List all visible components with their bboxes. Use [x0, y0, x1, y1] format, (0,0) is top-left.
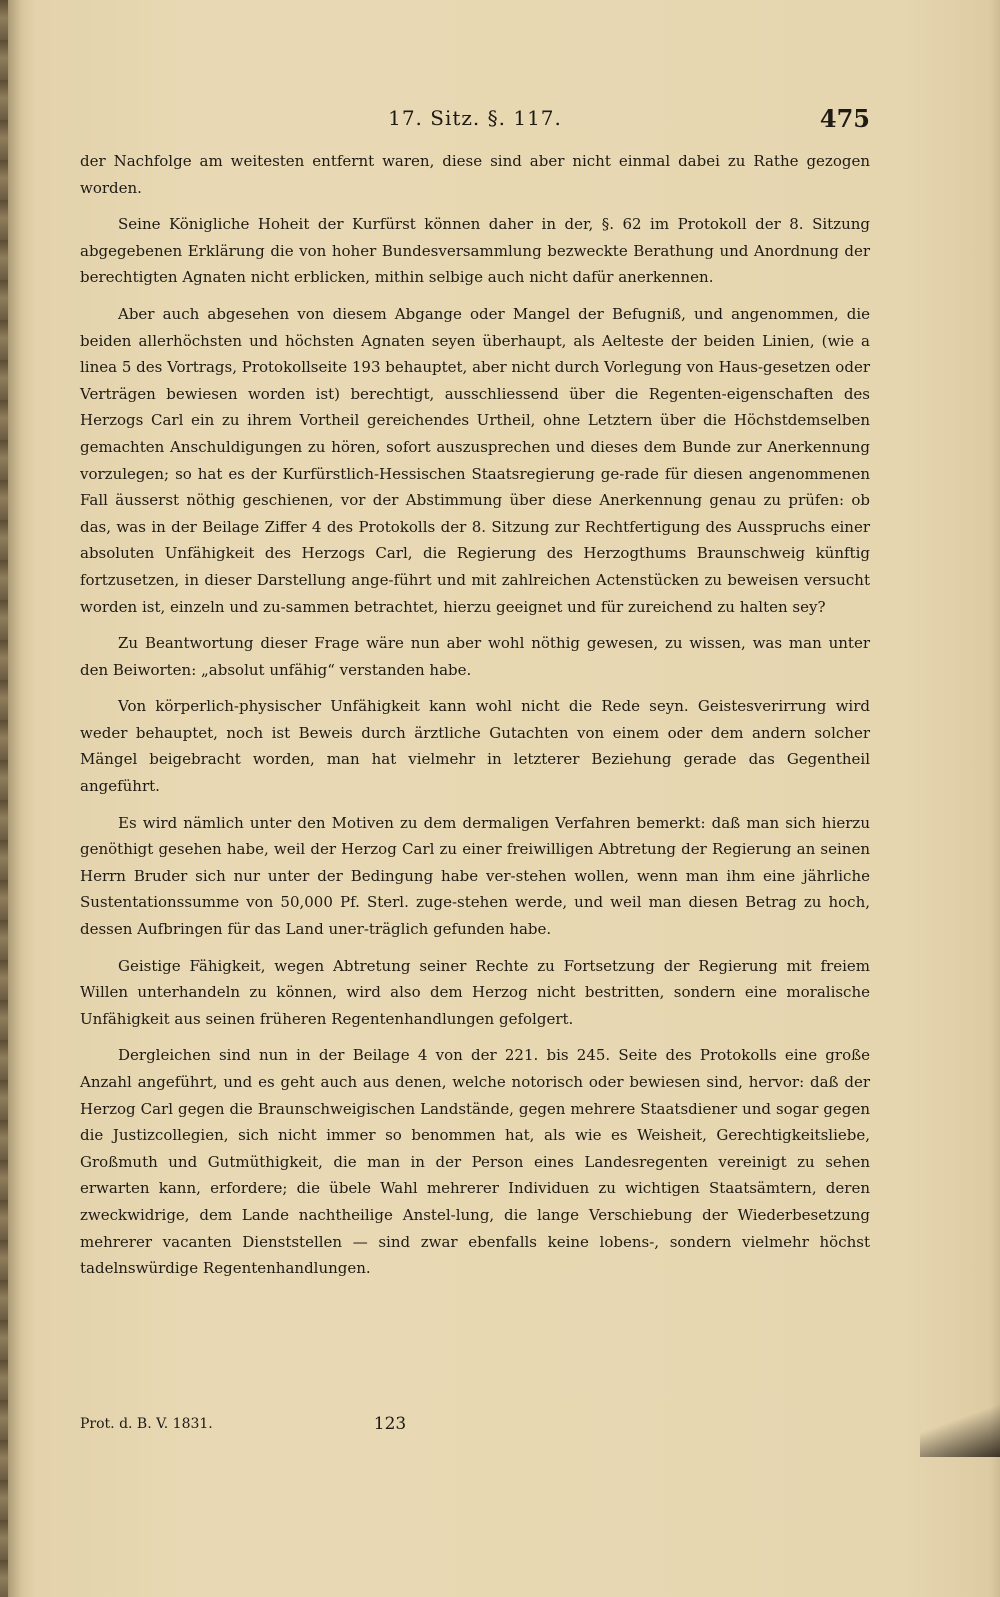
paragraph: Von körperlich-physischer Unfähigkeit kann wohl nicht die Rede seyn. Geistesverirrung wird weder behauptet, noch ist Beweis durch ärztliche Gutachten von einem oder dem andern solcher Mängel beigebracht worden, man hat vielmehr in letzterer Beziehung gerade das Gegentheil angeführt. — [80, 697, 870, 796]
page-footer — [80, 1412, 870, 1436]
running-head: 17. Sitz. §. 117. — [388, 106, 562, 130]
book-binding-edge — [0, 0, 8, 1597]
printer-signature: Prot. d. B. V. 1831. — [80, 1416, 213, 1432]
paragraph: Zu Beantwortung dieser Frage wäre nun aber wohl nöthig gewesen, zu wissen, was man unter den Beiworten: „absolut unfähig“ verstanden habe. — [80, 634, 870, 679]
sheet-number: 123 — [373, 1414, 407, 1434]
paragraph: der Nachfolge am weitesten entfernt waren, diese sind aber nicht einmal dabei zu Rathe gezogen worden. — [80, 152, 870, 197]
paragraph: Geistige Fähigkeit, wegen Abtretung seiner Rechte zu Fortsetzung der Regierung mit freiem Willen unterhandeln zu können, wird also dem Herzog nicht bestritten, sondern eine moralische Unfähigkeit aus seinen früheren Regentenhandlungen gefolgert. — [80, 956, 870, 1028]
paragraph: Seine Königliche Hoheit der Kurfürst können daher in der, §. 62 im Protokoll der 8. Sitzung abgegebenen Erklärung die von hoher Bundesversammlung bezweckte Berathung und Anordnung der berechtigten Agnaten nicht erblicken, mithin selbige auch nicht dafür anerkennen. — [80, 215, 870, 287]
page-number: 475 — [819, 104, 870, 133]
page-corner-shadow — [920, 1397, 1000, 1457]
paragraph: Dergleichen sind nun in der Beilage 4 von der 221. bis 245. Seite des Protokolls eine große Anzahl angeführt, und es geht auch aus denen, welche notorisch oder bewiesen sind, hervor: daß der Herzog Carl gegen die Braunschweigischen Landstände, gegen mehrere Staatsdiener und sogar gegen die Justizcollegien, sich nicht immer so benommen hat, als wie es Weisheit, Gerechtigkeitsliebe, Großmuth und Gutmüthigkeit, die man in der Person eines Landesregenten vereinigt zu sehen erwarten kann, erfordere; die übele Wahl mehrerer Individuen zu wichtigen Staatsämtern, deren zweckwidrige, dem Lande nachtheilige Anstel-lung, die lange Verschiebung der Wiederbesetzung mehrerer vacanten Dienststellen — sind zwar ebenfalls keine lobens-, sondern vielmehr höchst tadelnswürdige Regentenhandlungen. — [80, 1046, 870, 1278]
page-header — [80, 104, 870, 140]
paragraph: Aber auch abgesehen von diesem Abgange oder Mangel der Befugniß, und angenommen, die beiden allerhöchsten und höchsten Agnaten seyen überhaupt, als Aelteste der beiden Linien, (wie a linea 5 des Vortrags, Protokollseite 193 behauptet, aber nicht durch Vorlegung von Haus-gesetzen oder Verträgen bewiesen worden ist) berechtigt, ausschliessend über die Regenten-eigenschaften des Herzogs Carl ein zu ihrem Vortheil gereichendes Urtheil, ohne Letztern über die Höchstdemselben gemachten Anschuldigungen zu hören, sofort auszusprechen und dieses dem Bunde zur Anerkennung vorzulegen; so hat es der Kurfürstlich-Hessischen Staatsregierung ge-rade für diesen angenommenen Fall äusserst nöthig geschienen, vor der Abstimmung über diese Anerkennung genau zu prüfen: ob das, was in der Beilage Ziffer 4 des Protokolls der 8. Sitzung zur Rechtfertigung des Ausspruchs einer absoluten Unfähigkeit des Herzogs Carl, die Regierung des Herzogthums Braunschweig künftig fortzusetzen, in dieser Darstellung ange-führt und mit zahlreichen Actenstücken zu beweisen versucht worden ist, einzeln und zu-sammen betrachtet, hierzu geeignet und für zureichend zu halten sey? — [80, 304, 870, 616]
body-text — [80, 148, 870, 1292]
paragraph: Es wird nämlich unter den Motiven zu dem dermaligen Verfahren bemerkt: daß man sich hierzu genöthigt gesehen habe, weil der Herzog Carl zu einer freiwilligen Abtretung der Regierung an seinen Herrn Bruder sich nur unter der Bedingung habe ver-stehen wollen, wenn man ihm eine jährliche Sustentationssumme von 50,000 Pf. Sterl. zuge-stehen werde, und weil man diesen Betrag zu hoch, dessen Aufbringen für das Land uner-träglich gefunden habe. — [80, 813, 870, 939]
